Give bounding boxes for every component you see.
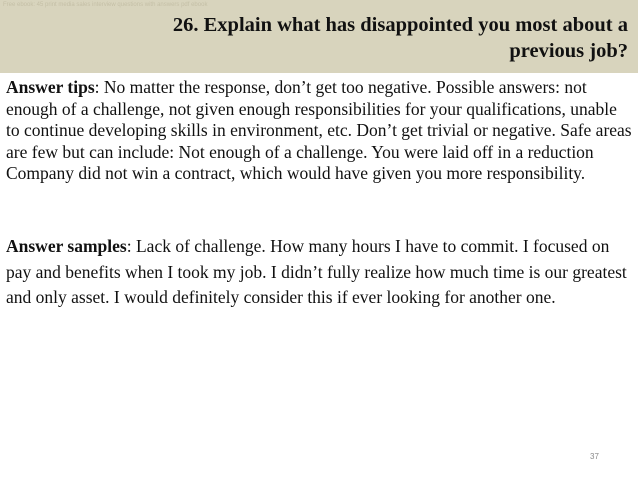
page-title: 26. Explain what has disappointed you most about a previous job? bbox=[172, 14, 628, 62]
watermark-text: Free ebook: 45 print media sales interview questions with answers pdf ebook bbox=[3, 2, 208, 8]
page-number: 37 bbox=[590, 452, 599, 461]
answer-tips-body: No matter the response, don’t get too negative. Possible answers: not enough of a challenge, not given enough responsibilities for your qualifications, unable to continue developing skills in environment, etc. Don’t get trivial or negative. Safe areas are few but can include: Not enough of a challenge. You were laid off in a reduction Company did not win a contract, which would have given you more responsibility. bbox=[6, 77, 632, 184]
answer-samples-separator: : bbox=[126, 236, 136, 256]
answer-samples-label: Answer samples bbox=[6, 236, 127, 256]
answer-tips-paragraph bbox=[6, 77, 632, 185]
answer-samples-paragraph bbox=[6, 234, 632, 311]
answer-tips-separator: : bbox=[94, 77, 104, 97]
answer-tips-label: Answer tips bbox=[6, 77, 95, 97]
answer-samples-body: Lack of challenge. How many hours I have to commit. I focused on pay and benefits when I took my job. I didn’t fully realize how much time is our greatest and only asset. I would definitely consider this if ever looking for another one. bbox=[6, 236, 627, 307]
